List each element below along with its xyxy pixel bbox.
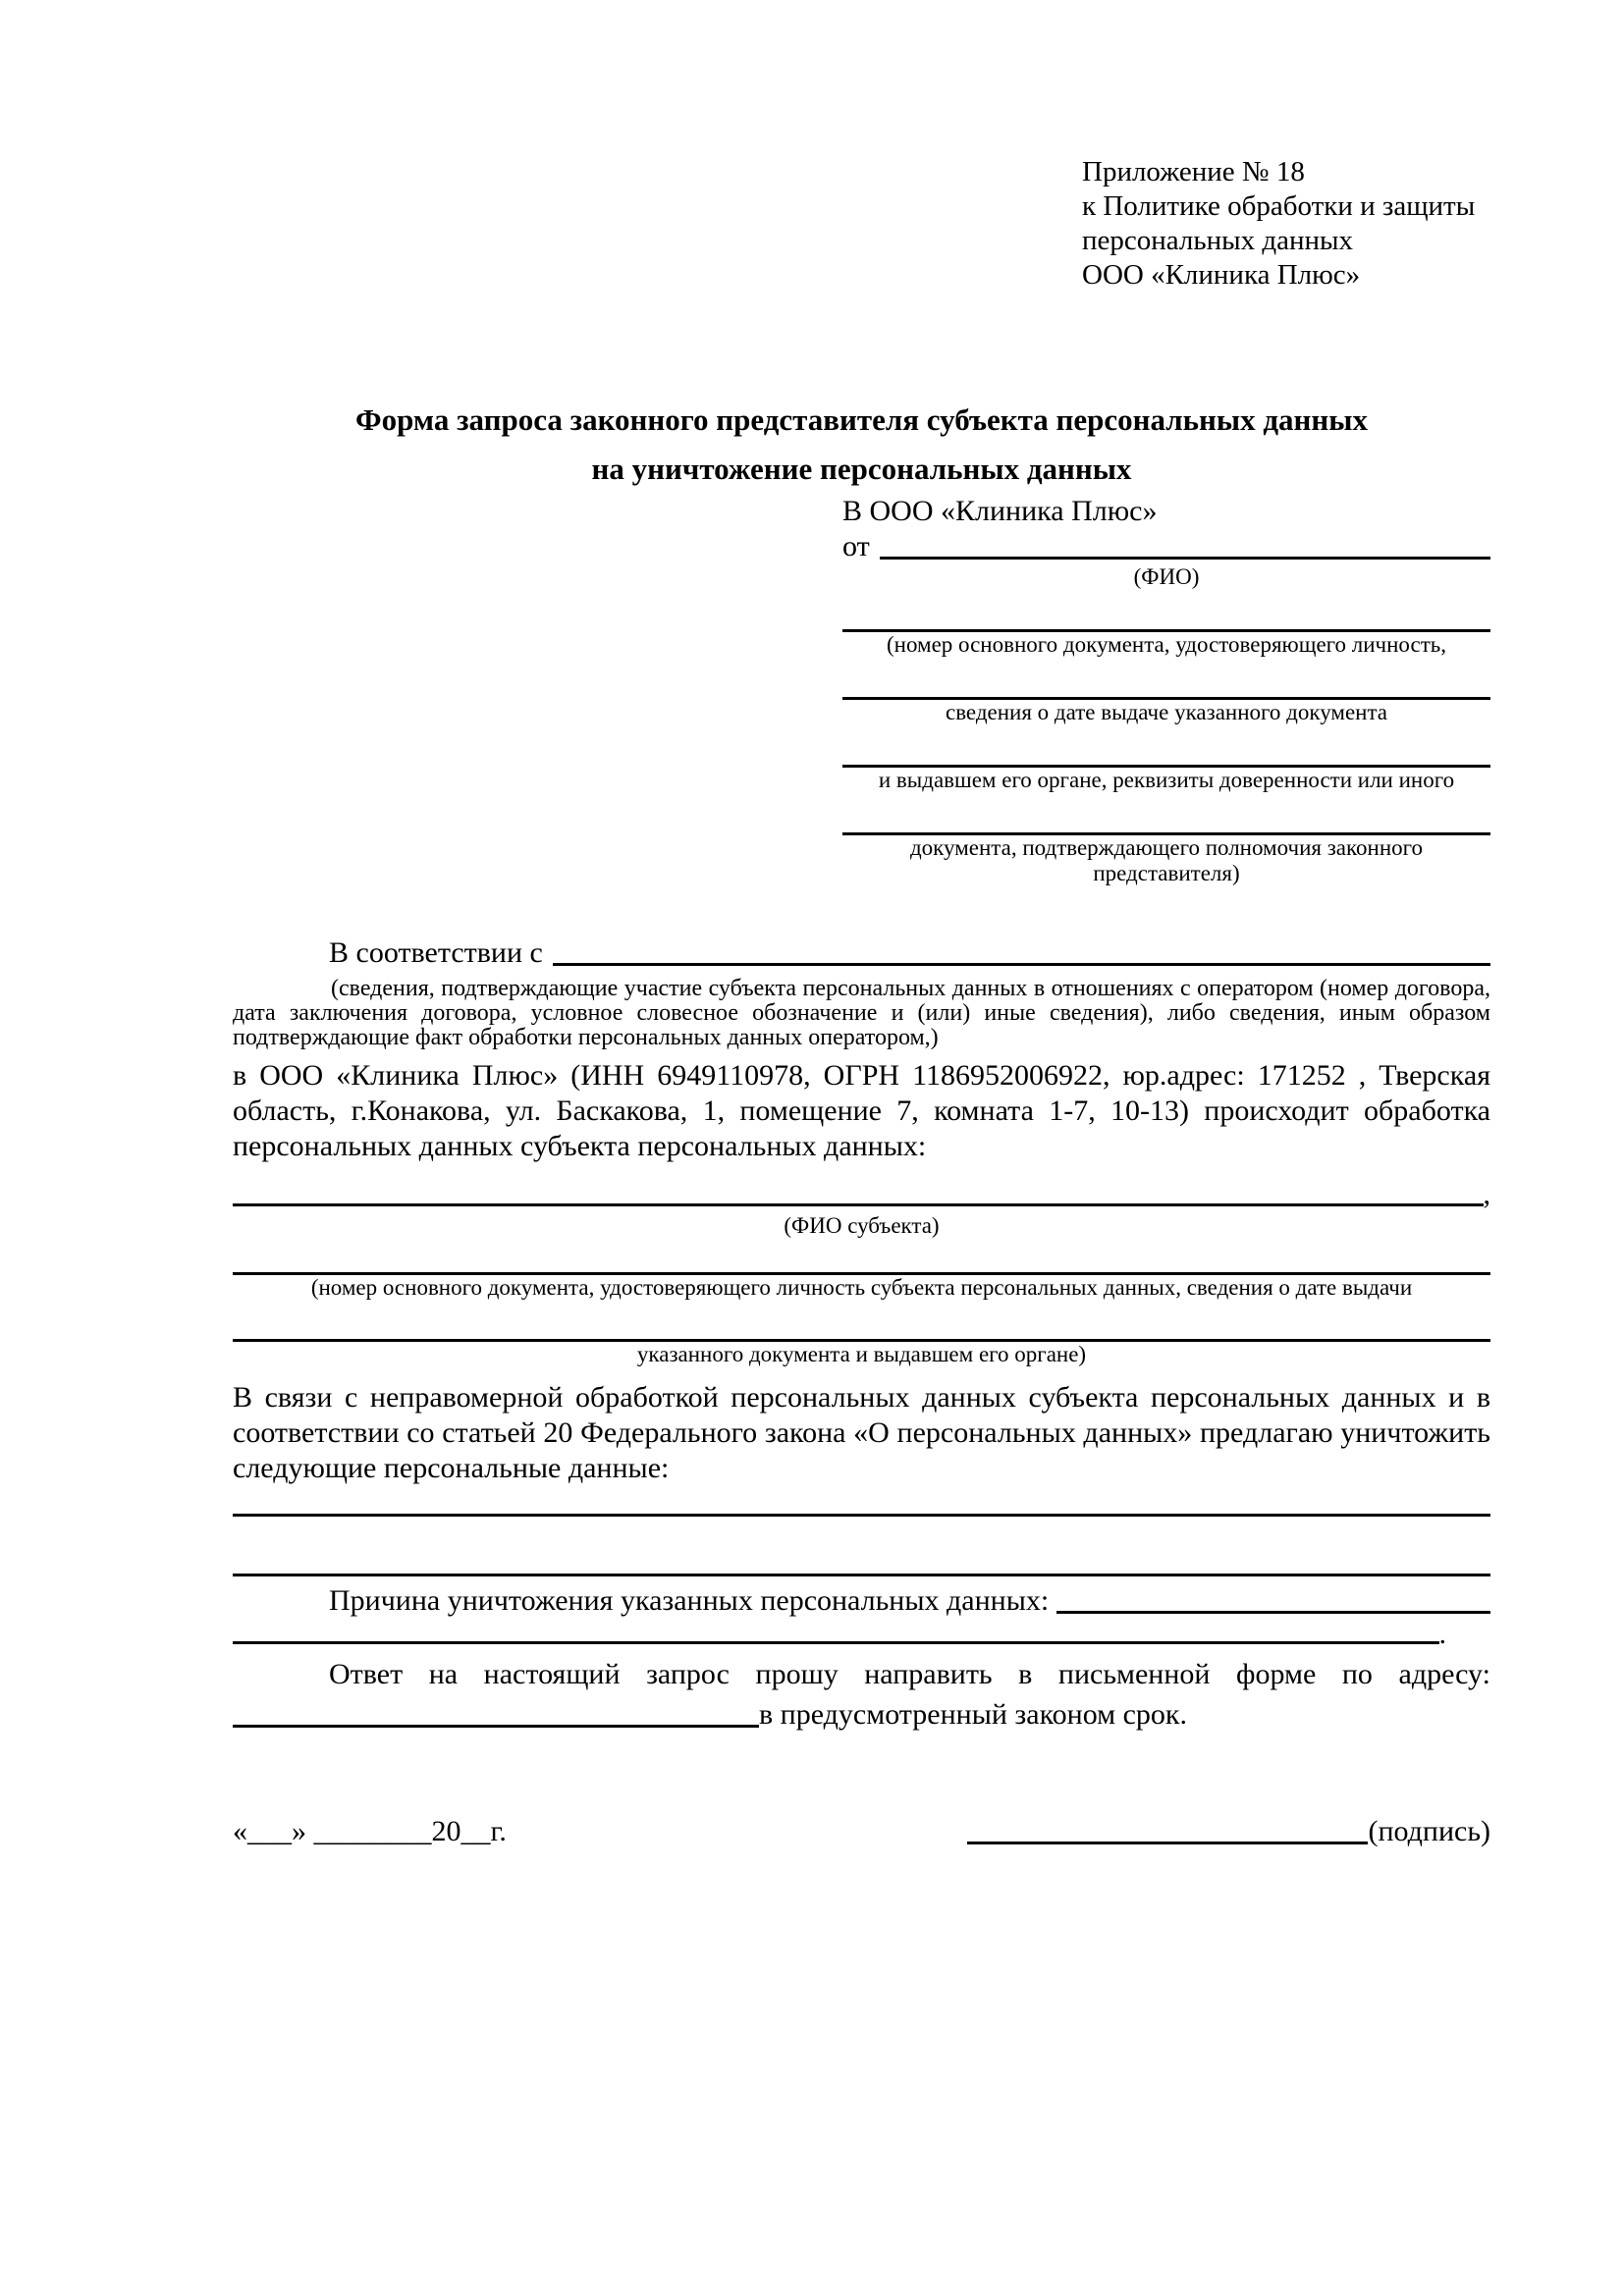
fio-caption: (ФИО)	[1133, 564, 1200, 589]
footer-row	[233, 1814, 1490, 1849]
form-title-line2: на уничтожение персональных данных	[591, 452, 1132, 486]
appendix-line-policy: к Политике обработки и защиты	[1082, 190, 1476, 222]
representative-doc-field-1	[842, 629, 1490, 658]
reason-field-line	[1056, 1611, 1490, 1614]
answer-tail-row	[233, 1697, 1490, 1733]
appendix-line-number: Приложение № 18	[1082, 156, 1305, 187]
representative-doc-field-4	[842, 832, 1490, 886]
subject-fio-field	[233, 1178, 1490, 1211]
address-field-line	[233, 1725, 759, 1728]
personal-data-blank-line-1	[233, 1514, 1490, 1517]
subject-doc-caption-bottom: указанного документа и выдавшем его органе)	[636, 1342, 1087, 1366]
representative-doc-caption-4: документа, подтверждающего полномочия законного представителя)	[909, 835, 1423, 885]
reason-continuation-row	[233, 1618, 1490, 1650]
signature-caption: (подпись)	[1368, 1815, 1490, 1847]
subject-fio-field-line	[233, 1203, 1484, 1206]
addressee-org: В ООО «Клиника Плюс»	[842, 495, 1158, 527]
subject-doc-field-2	[233, 1339, 1490, 1367]
personal-data-blank-line-2	[233, 1574, 1490, 1576]
appendix-line-personal-data: персональных данных	[1082, 225, 1354, 256]
operator-paragraph: в ООО «Клиника Плюс» (ИНН 6949110978, ОГРН 1186952006922, юр.адрес: 171252 , Тверская область, г.Конакова, ул. Баскакова, 1, помещение 7, комната 1-7, 10-13) происходит обработка персональных данных субъекта персональных данных:	[233, 1059, 1490, 1162]
reason-row	[233, 1583, 1490, 1619]
accordance-lead: В соответствии с	[329, 936, 543, 969]
reason-label: Причина уничтожения указанных персональных данных:	[329, 1584, 1050, 1617]
fio-subject-caption: (ФИО субъекта)	[784, 1213, 940, 1238]
accordance-field-line	[553, 963, 1490, 966]
form-title-line1: Форма запроса законного представителя субъекта персональных данных	[355, 402, 1368, 437]
form-title	[233, 396, 1490, 494]
subject-doc-caption-top: (номер основного документа, удостоверяющего личность субъекта персональных данных, сведения о дате выдачи	[310, 1275, 1413, 1300]
date-line: «___» ________20__г.	[233, 1815, 507, 1847]
signature-field-line	[967, 1842, 1368, 1844]
appendix-line-org: ООО «Клиника Плюс»	[1082, 259, 1361, 291]
from-row	[842, 529, 1490, 564]
accordance-note: (сведения, подтверждающие участие субъекта персональных данных в отношениях с оператором (номер договора, дата заключения договора, условное словесное обозначение и (или) иные сведения), либо сведения, иным образом подтверждающие факт обработки персональных данных оператором,)	[233, 976, 1490, 1050]
sentence-period: .	[1438, 1618, 1446, 1650]
signature-group	[967, 1814, 1490, 1849]
from-fio-field-line	[880, 557, 1490, 560]
representative-doc-caption-3: и выдавшем его органе, реквизиты доверенности или иного	[878, 768, 1455, 792]
accordance-row	[233, 935, 1490, 971]
representative-doc-field-3	[842, 765, 1490, 793]
answer-paragraph: Ответ на настоящий запрос прошу направить в письменной форме по адресу:	[329, 1658, 1490, 1690]
from-label: от	[842, 530, 870, 562]
representative-doc-caption-1: (номер основного документа, удостоверяющего личность,	[886, 632, 1446, 657]
representative-doc-caption-2: сведения о дате выдаче указанного документа	[945, 700, 1388, 724]
subject-doc-field-1	[233, 1272, 1490, 1301]
representative-doc-field-2	[842, 697, 1490, 725]
reason-continuation-line	[233, 1641, 1439, 1644]
addressee-block	[842, 494, 1490, 886]
appendix-header	[1082, 155, 1490, 293]
answer-tail: в предусмотренный законом срок.	[759, 1698, 1187, 1731]
request-paragraph: В связи с неправомерной обработкой персональных данных субъекта персональных данных и в соответствии со статьей 20 Федерального закона «О персональных данных» предлагаю уничтожить следующие персональные данные:	[233, 1381, 1490, 1484]
subject-comma: ,	[1483, 1178, 1490, 1210]
